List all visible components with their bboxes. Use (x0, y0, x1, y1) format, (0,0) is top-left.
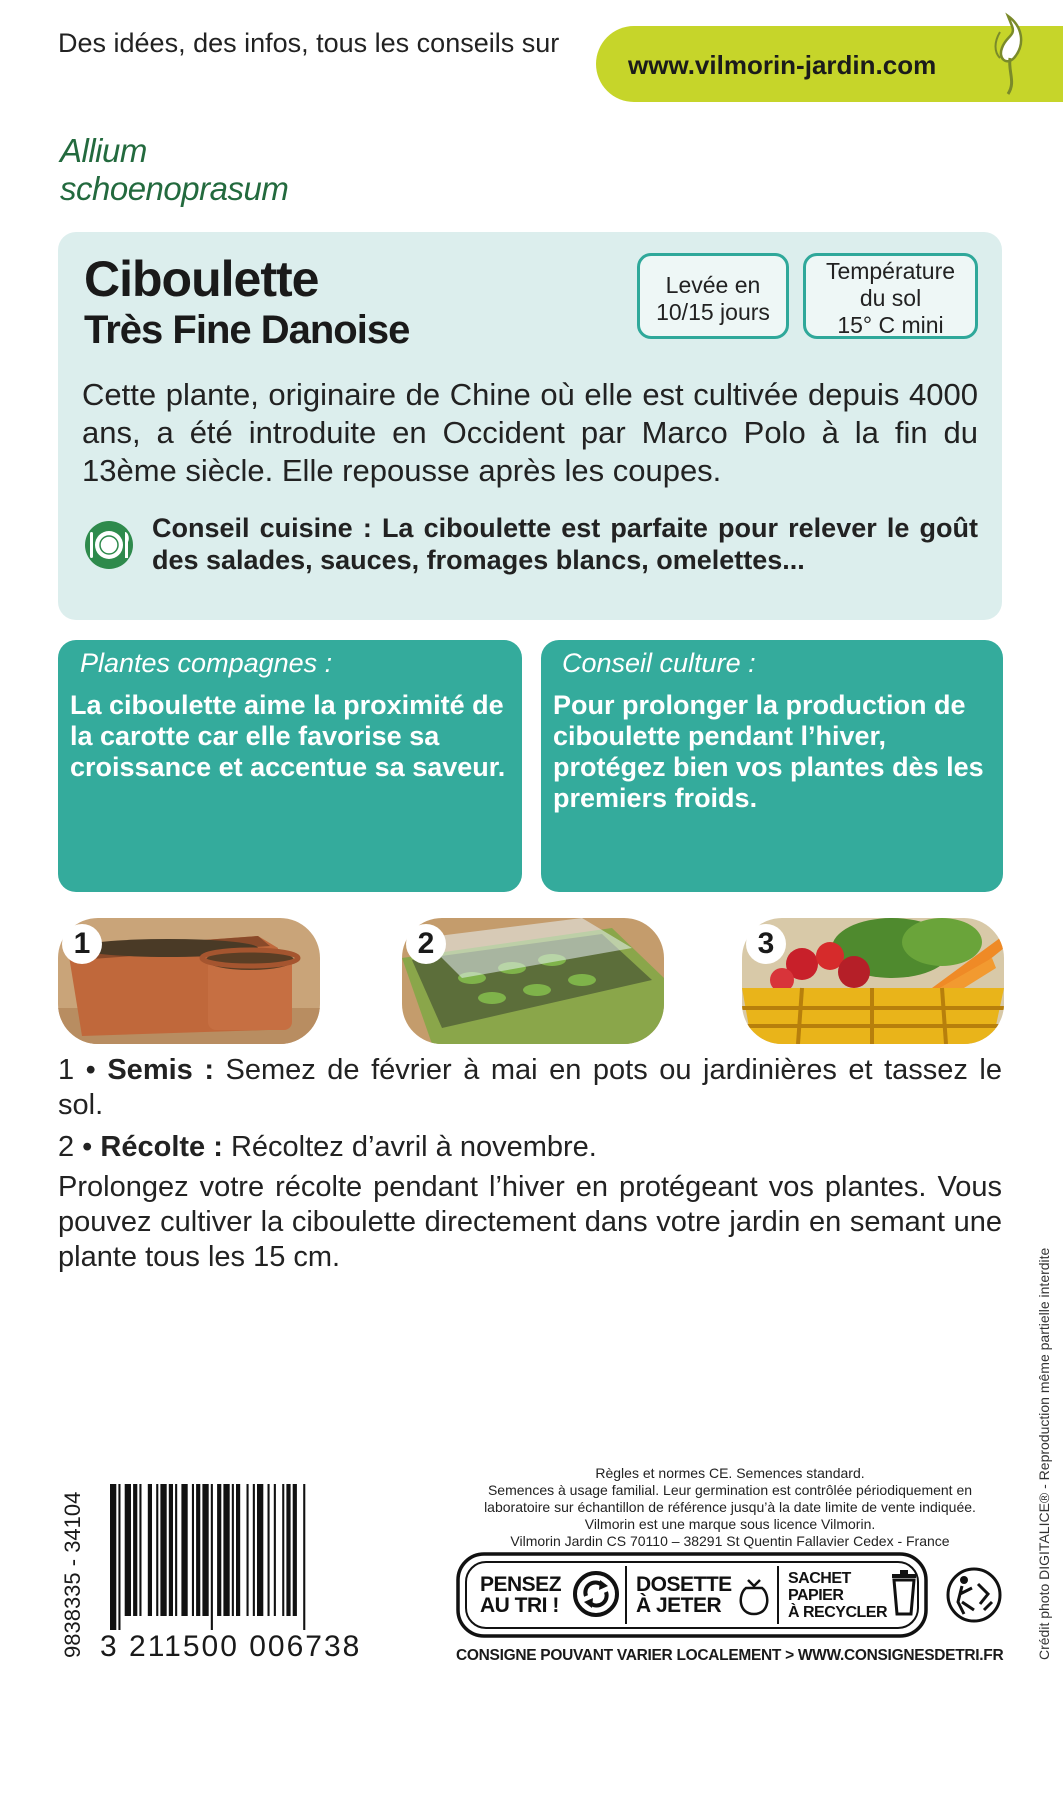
growing-tip-heading: Conseil culture : (562, 648, 756, 678)
sachet-line2: PAPIER (788, 1587, 844, 1604)
latin-name (60, 132, 288, 208)
barcode-bar (253, 1484, 255, 1616)
step-sowing-text: Semez de février à mai en pots ou jardinières et tassez le sol. (58, 1054, 1002, 1121)
barcode-bar (133, 1484, 137, 1616)
temperature-badge (803, 253, 978, 339)
legal-line3: Vilmorin est une marque sous licence Vilmorin. (584, 1516, 876, 1532)
legal-notice (454, 1465, 1006, 1550)
product-description: Cette plante, originaire de Chine où elle est cultivée depuis 4000 ans, a été introduite en Occident par Marco Polo à la fin du 13ème siècle. Elle repousse après les coupes. (82, 377, 978, 488)
step-number-1: 1 (62, 924, 102, 964)
barcode-bar (211, 1484, 213, 1630)
barcode-number: 3 211500 006738 (100, 1630, 362, 1663)
photo-credit (1014, 1247, 1052, 1660)
growing-tip-text: Pour prolonger la production de ciboulette pendant l’hiver, protégez bien vos plantes dès les premiers froids. (553, 690, 984, 813)
barcode-bar (268, 1484, 270, 1616)
barcode-icon (110, 1484, 400, 1630)
legal-line1: Règles et normes CE. Semences standard. (595, 1465, 865, 1481)
barcode-bar (257, 1484, 263, 1616)
header-tagline: Des idées, des infos, tous les conseils sur (58, 28, 560, 58)
barcode-bar (169, 1484, 173, 1616)
barcode-bar (236, 1484, 240, 1616)
barcode-bar (181, 1484, 187, 1616)
step-sowing (58, 1053, 1002, 1123)
barcode-bar (160, 1484, 166, 1616)
companion-plants-heading: Plantes compagnes : (80, 648, 333, 678)
barcode-bar (282, 1484, 284, 1616)
dosette-line1: DOSETTE (636, 1573, 732, 1596)
barcode-bar (217, 1484, 221, 1616)
product-code-text: 9838335 - 34104 (60, 1491, 85, 1658)
barcode-bar (125, 1484, 131, 1616)
step-harvest-prefix: 2 • (58, 1131, 101, 1163)
legal-line4: Vilmorin Jardin CS 70110 – 38291 St Quentin Fallavier Cedex - France (510, 1533, 950, 1549)
barcode-bar (274, 1484, 276, 1616)
step-number-2: 2 (406, 924, 446, 964)
barcode-bar (202, 1484, 208, 1616)
temperature-badge-line2: du sol (859, 285, 922, 311)
recycle-arrows-icon (572, 1570, 620, 1618)
sachet-line1: SACHET (788, 1570, 851, 1587)
sorting-disclaimer: CONSIGNE POUVANT VARIER LOCALEMENT > WWW.CONSIGNESDETRI.FR (456, 1647, 1004, 1664)
barcode-bar (303, 1484, 305, 1630)
product-code (34, 1462, 85, 1662)
pensez-au-tri-label (480, 1574, 561, 1616)
barcode-bar (175, 1484, 177, 1616)
pensez-line2: AU TRI ! (480, 1594, 559, 1617)
pensez-line1: PENSEZ (480, 1573, 562, 1596)
step-harvest (58, 1130, 1002, 1165)
barcode-bar (196, 1484, 200, 1616)
step-sowing-prefix: 1 • (58, 1054, 108, 1086)
sachet-line3: À RECYCLER (788, 1604, 888, 1621)
germination-badge-line2: 10/15 jours (656, 299, 770, 325)
barcode-bar (110, 1484, 116, 1630)
companion-plants-text: La ciboulette aime la proximité de la carotte car elle favorise sa croissance et accentue sa saveur. (70, 690, 506, 782)
legal-line2: Semences à usage familial. Leur germination est contrôlée périodiquement en laboratoire sur échantillon de référence jusqu’à la date limite de vente indiquée. (484, 1482, 976, 1515)
sorting-info-block (456, 1552, 1008, 1638)
sachet-label (788, 1570, 887, 1621)
cooking-tip: Conseil cuisine : La ciboulette est parfaite pour relever le goût des salades, sauces, fromages blancs, omelettes... (152, 513, 978, 575)
product-variety: Très Fine Danoise (84, 308, 410, 352)
barcode-bar (139, 1484, 141, 1616)
barcode-bar (247, 1484, 249, 1616)
barcode-bar (293, 1484, 297, 1616)
triman-logo-icon (944, 1564, 1004, 1626)
barcode-bar (118, 1484, 120, 1630)
plate-cutlery-icon (84, 520, 134, 570)
temperature-badge-line3: 15° C mini (837, 312, 944, 338)
germination-badge-line1: Levée en (665, 272, 761, 298)
photo-credit-text: Crédit photo DIGITALICE® - Reproduction même partielle interdite (1036, 1247, 1052, 1660)
germination-badge (637, 253, 789, 339)
dosette-line2: À JETER (636, 1594, 722, 1617)
dosette-label (636, 1574, 732, 1616)
step-harvest-text: Récoltez d’avril à novembre. (222, 1131, 597, 1163)
barcode-bar (223, 1484, 229, 1616)
latin-name-line2: schoenoprasum (60, 170, 289, 207)
temperature-badge-line1: Température (825, 258, 956, 284)
barcode-bar (192, 1484, 194, 1616)
barcode-bar (286, 1484, 290, 1616)
barcode-bar (148, 1484, 152, 1616)
product-title: Ciboulette (84, 251, 319, 307)
latin-name-line1: Allium (60, 132, 147, 169)
barcode-bar (156, 1484, 158, 1616)
step-number-3: 3 (746, 924, 786, 964)
extra-advice: Prolongez votre récolte pendant l’hiver en protégeant vos plantes. Vous pouvez cultiver la ciboulette directement dans votre jardin en semant une plante tous les 15 cm. (58, 1171, 1002, 1273)
step-harvest-label: Récolte : (100, 1131, 223, 1163)
vilmorin-leaf-icon (986, 12, 1030, 98)
barcode-bar (232, 1484, 234, 1616)
step-sowing-label: Semis : (107, 1054, 214, 1086)
recycling-bin-icon (888, 1568, 920, 1620)
trash-bag-icon (736, 1574, 772, 1618)
website-link[interactable]: www.vilmorin-jardin.com (628, 50, 937, 80)
